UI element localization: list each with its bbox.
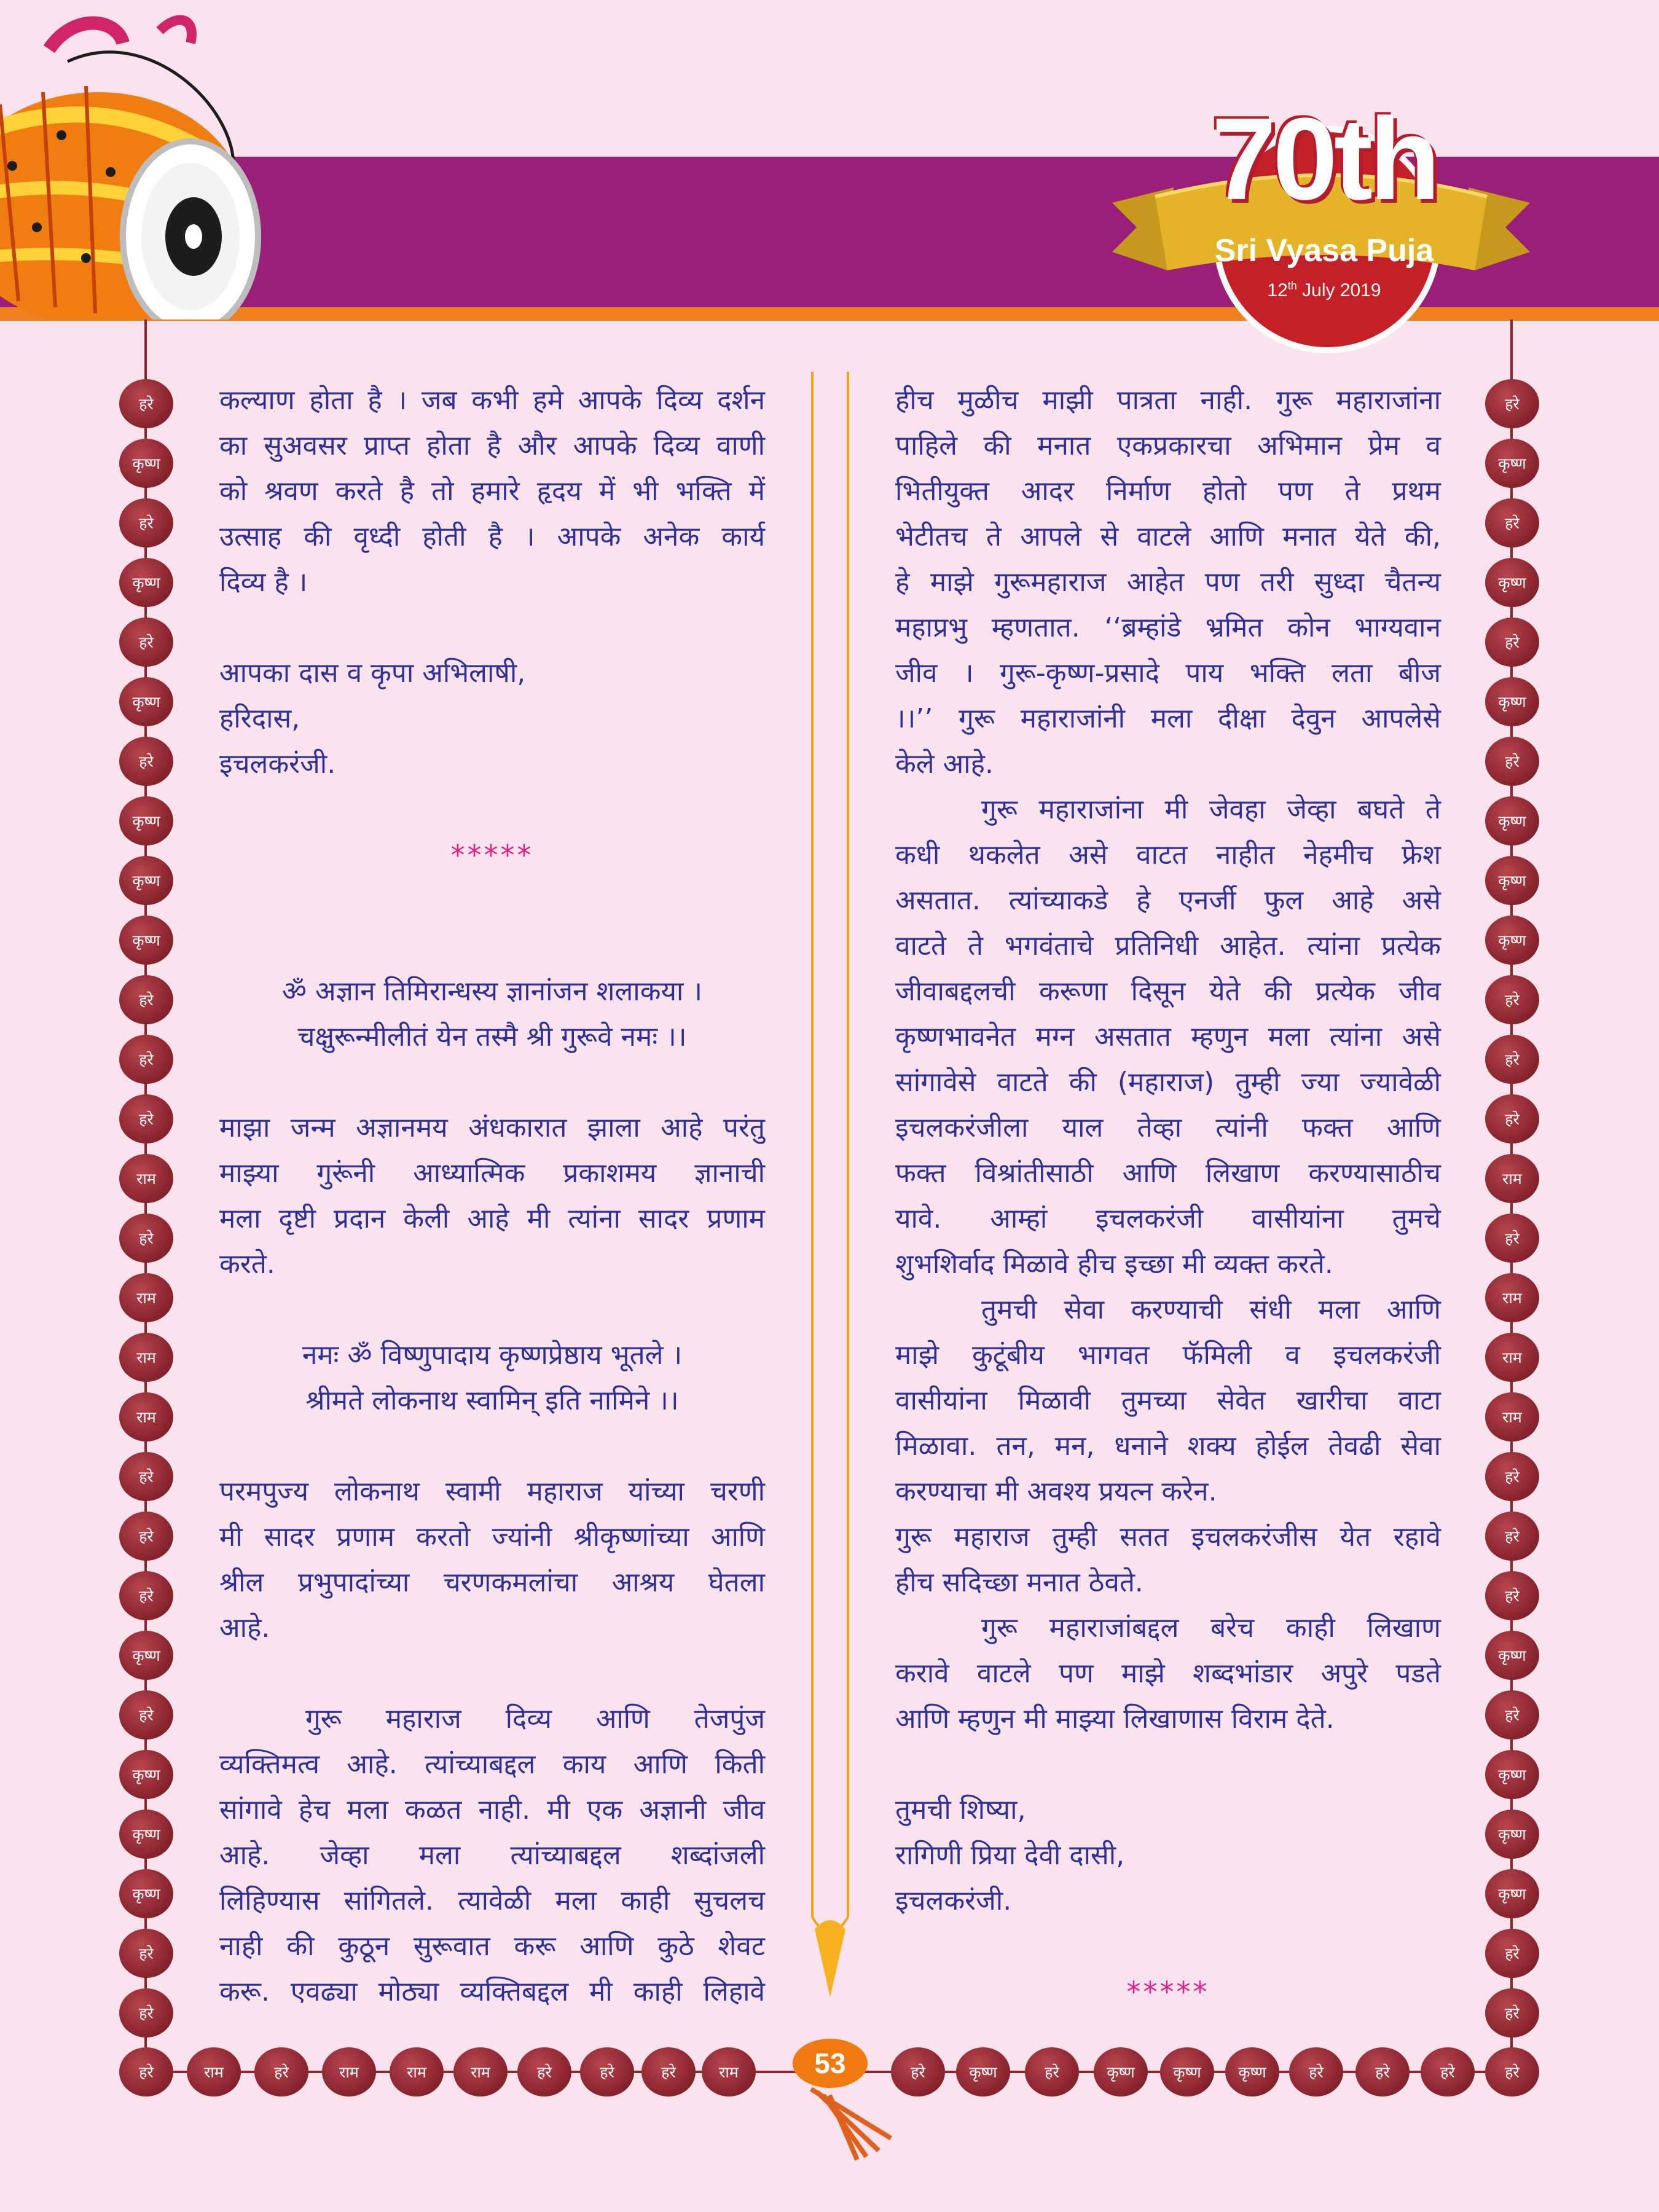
text-line: फक्त विश्रांतीसाठी आणि लिखाण करण्यासाठीच <box>895 1158 1441 1189</box>
bead: राम <box>119 1154 173 1203</box>
bead: हरे <box>580 2047 634 2096</box>
text-line: करण्याचा मी अवश्य प्रयत्न करेन. <box>895 1476 1217 1507</box>
right-paragraph-4 <box>895 1515 1441 1606</box>
bead: हरे <box>891 2047 945 2096</box>
text-line: मी सादर प्रणाम करतो ज्यांनी श्रीकृष्णांच्या आणि <box>219 1521 765 1553</box>
text-line: करावे वाटले पण माझे शब्दभांडार अपुरे पडते <box>895 1658 1441 1689</box>
text-line: आहे. जेव्हा मला त्यांच्याबद्दल शब्दांजली <box>219 1840 765 1871</box>
bead: राम <box>322 2047 376 2096</box>
bead: हरे <box>1485 1690 1539 1739</box>
text-line: माझे कुटूंबीय भागवत फॅमिली व इचलकरंजी <box>895 1339 1441 1371</box>
bead: हरे <box>254 2047 308 2096</box>
text-line: केले आहे. <box>895 748 994 780</box>
bead: हरे <box>1485 498 1539 547</box>
bead: हरे <box>1485 1094 1539 1143</box>
bead: कृष्ण <box>119 1631 173 1680</box>
bead: हरे <box>1289 2047 1343 2096</box>
text-line: करते. <box>219 1249 275 1280</box>
left-column <box>219 378 765 2015</box>
text-line: कल्याण होता है । जब कभी हमे आपके दिव्य दर्शन <box>219 385 765 416</box>
text-line: का सुअवसर प्राप्त होता है और आपके दिव्य वाणी <box>219 430 765 461</box>
text-line: परमपुज्य लोकनाथ स्वामी महाराज यांच्या चरणी <box>219 1476 765 1507</box>
bead: कृष्ण <box>119 856 173 905</box>
bead: कृष्ण <box>1485 856 1539 905</box>
bead: हरे <box>119 498 173 547</box>
text-line: गुरू महाराज दिव्य आणि तेजपुंज <box>305 1703 765 1735</box>
text-line: ।।’’ गुरू महाराजांनी मला दीक्षा देवुन आपलेसे <box>895 703 1441 734</box>
text-line: महाप्रभु म्हणतात. ‘‘ब्रम्हांडे भ्रमित कोन भाग्यवान <box>895 612 1441 643</box>
text-line: गुरू महाराजांना मी जेवहा जेव्हा बघते ते <box>981 794 1441 825</box>
text-line: इचलकरंजी. <box>895 1885 1012 1916</box>
right-paragraph-3 <box>895 1287 1441 1515</box>
badge-date: 12th July 2019 <box>1267 280 1381 300</box>
text-line: शुभशिर्वाद मिळावे हीच इच्छा मी व्यक्त करते. <box>895 1249 1333 1280</box>
text-line: गुरू महाराज तुम्ही सतत इचलकरंजीस येत रहावे <box>895 1521 1441 1553</box>
text-line: सांगावे हेच मला कळत नाही. मी एक अज्ञानी जीव <box>219 1794 765 1826</box>
text-line: जीवाबद्दलची करूणा दिसून येते की प्रत्येक जीव <box>895 976 1441 1007</box>
right-paragraph-5 <box>895 1606 1441 1742</box>
bead: हरे <box>1485 1571 1539 1620</box>
right-paragraph-1 <box>895 378 1441 787</box>
bead: हरे <box>119 1214 173 1263</box>
text-line: गुरू महाराजांबद्दल बरेच काही लिखाण <box>981 1612 1441 1644</box>
text-line: वासीयांना मिळावी तुमच्या सेवेत खारीचा वाटा <box>895 1385 1441 1416</box>
bead: राम <box>119 1392 173 1441</box>
text-line: श्रील प्रभुपादांच्या चरणकमलांचा आश्रय घेतला <box>219 1567 765 1598</box>
text-line: सांगावेसे वाटते की (महाराज) तुम्ही ज्या ज्यावेळी <box>895 1067 1441 1098</box>
verse-line: चक्षुरून्मीलीतं येन तस्मै श्री गुरूवे नमः ।। <box>297 1021 687 1053</box>
sanskrit-verse-2 <box>219 1333 765 1424</box>
bead: हरे <box>1355 2047 1410 2096</box>
verse-line: श्रीमते लोकनाथ स्वामिन् इति नामिने ।। <box>305 1385 679 1416</box>
bead: राम <box>1485 1154 1539 1203</box>
bead: राम <box>1485 1333 1539 1382</box>
text-line: रागिणी प्रिया देवी दासी, <box>895 1840 1125 1871</box>
bead: हरे <box>1485 975 1539 1024</box>
bead: हरे <box>119 737 173 786</box>
text-line: आहे. <box>219 1612 270 1644</box>
text-line: हीच सदिच्छा मनात ठेवते. <box>895 1567 1143 1598</box>
bead: हरे <box>1485 1512 1539 1561</box>
left-paragraph-3 <box>219 1469 765 1651</box>
text-line: असतात. त्यांच्याकडे हे एनर्जी फुल आहे असे <box>895 885 1441 916</box>
bead: हरे <box>1485 379 1539 428</box>
bead: कृष्ण <box>1485 796 1539 845</box>
bead: हरे <box>119 1035 173 1084</box>
bead: कृष्ण <box>956 2047 1010 2096</box>
bead: हरे <box>1485 1929 1539 1978</box>
bead: हरे <box>119 1571 173 1620</box>
bead: कृष्ण <box>119 796 173 845</box>
left-paragraph-1 <box>219 378 765 605</box>
left-paragraph-2 <box>219 1105 765 1287</box>
bead: राम <box>1485 1273 1539 1322</box>
bead: हरे <box>119 618 173 667</box>
bead: कृष्ण <box>1485 1810 1539 1859</box>
text-line: लिहिण्यास सांगितले. त्यावेळी मला काही सुचलच <box>219 1885 765 1916</box>
bead: कृष्ण <box>1094 2047 1148 2096</box>
text-line: तुमची शिष्या, <box>895 1794 1026 1826</box>
bead: हरे <box>119 1929 173 1978</box>
verse-line: नमः ॐ विष्णुपादाय कृष्णप्रेष्ठाय भूतले । <box>302 1339 683 1371</box>
right-paragraph-2 <box>895 787 1441 1287</box>
text-line: इचलकरंजी. <box>219 748 336 780</box>
bead: हरे <box>119 2047 173 2096</box>
text-line: व्यक्तिमत्व आहे. त्यांच्याबद्दल काय आणि किती <box>219 1749 765 1780</box>
text-line: माझा जन्म अज्ञानमय अंधकारात झाला आहे परंतु <box>219 1112 765 1143</box>
bead: कृष्ण <box>119 1810 173 1859</box>
page-number: 53 <box>793 2039 868 2088</box>
bead: राम <box>119 1273 173 1322</box>
text-line: कधी थकलेत असे वाटत नाहीत नेहमीच फ्रेश <box>895 839 1441 871</box>
text-line: नाही की कुठून सुरूवात करू आणि कुठे शेवट <box>219 1931 765 1962</box>
bead: राम <box>390 2047 444 2096</box>
bead: राम <box>187 2047 241 2096</box>
bead: हरे <box>1485 2047 1539 2096</box>
bead: राम <box>453 2047 508 2096</box>
bead: हरे <box>119 1094 173 1143</box>
bead: राम <box>702 2047 756 2096</box>
bead: कृष्ण <box>1160 2047 1214 2096</box>
text-line: हरिदास, <box>219 703 300 734</box>
bead: कृष्ण <box>119 558 173 607</box>
text-line: कृष्णभावनेत मग्न असतात म्हणुन मला त्यांना असे <box>895 1021 1441 1053</box>
text-line: जीव । गुरू-कृष्ण-प्रसादे पाय भक्ति लता बीज <box>895 657 1441 689</box>
right-signature <box>895 1787 1441 1924</box>
bead: कृष्ण <box>1485 558 1539 607</box>
text-line: करू. एवढ्या मोठ्या व्यक्तिबद्दल मी काही लिहावे <box>219 1976 765 2007</box>
text-line: वाटते ते भगवंताचे प्रतिनिधी आहेत. त्यांना प्रत्येक <box>895 930 1441 962</box>
bead: हरे <box>119 975 173 1024</box>
bead: हरे <box>1485 1035 1539 1084</box>
bead: हरे <box>1485 737 1539 786</box>
bead: हरे <box>119 1512 173 1561</box>
bead: हरे <box>517 2047 571 2096</box>
text-line: हीच मुळीच माझी पात्रता नाही. गुरू महाराजांना <box>895 385 1441 416</box>
bead: हरे <box>119 1988 173 2037</box>
sanskrit-verse-1 <box>219 969 765 1060</box>
text-line: भेटीतच ते आपले से वाटले आणि मनात येते की, <box>895 521 1441 552</box>
bead: हरे <box>1485 1452 1539 1501</box>
bead: कृष्ण <box>119 439 173 488</box>
bead: कृष्ण <box>119 677 173 726</box>
text-line: पाहिले की मनात एकप्रकारचा अभिमान प्रेम व <box>895 430 1441 461</box>
bead: हरे <box>1485 1214 1539 1263</box>
left-signature-1 <box>219 651 765 787</box>
badge-title: Sri Vyasa Puja <box>1214 233 1434 269</box>
text-line: यावे. आम्हां इचलकरंजी वासीयांना तुमचे <box>895 1203 1441 1234</box>
bead: राम <box>1485 1392 1539 1441</box>
bead: कृष्ण <box>119 916 173 965</box>
bead: हरे <box>119 1690 173 1739</box>
text-line: माझ्या गुरूंनी आध्यात्मिक प्रकाशमय ज्ञानाची <box>219 1158 765 1189</box>
badge-year: 70th <box>1211 94 1437 224</box>
bead: कृष्ण <box>1485 916 1539 965</box>
bead: कृष्ण <box>119 1869 173 1918</box>
bead: हरे <box>641 2047 696 2096</box>
right-column <box>895 378 1441 2015</box>
text-line: उत्साह की वृध्दी होती है । आपके अनेक कार्य <box>219 521 765 552</box>
bead: कृष्ण <box>1485 1869 1539 1918</box>
bead: हरे <box>1485 618 1539 667</box>
text-line: आपका दास व कृपा अभिलाषी, <box>219 657 526 689</box>
text-line: आणि म्हणुन मी माझ्या लिखाणास विराम देते. <box>895 1703 1335 1735</box>
text-line: इचलकरंजीला याल तेव्हा त्यांनी फक्त आणि <box>895 1112 1441 1143</box>
bead: राम <box>119 1333 173 1382</box>
left-paragraph-4 <box>219 1696 765 2015</box>
bead: हरे <box>1421 2047 1475 2096</box>
separator-stars: ***** <box>450 839 534 872</box>
bead: हरे <box>119 379 173 428</box>
bead: कृष्ण <box>1485 677 1539 726</box>
text-line: भितीयुक्त आदर निर्माण होतो पण ते प्रथम <box>895 476 1441 507</box>
separator-stars: ***** <box>1126 1975 1210 2009</box>
bead: कृष्ण <box>1225 2047 1279 2096</box>
text-line: मला दृष्टी प्रदान केली आहे मी त्यांना सादर प्रणाम <box>219 1203 765 1234</box>
bead: हरे <box>119 1452 173 1501</box>
bead: हरे <box>1025 2047 1079 2096</box>
text-line: को श्रवण करते है तो हमारे हृदय में भी भक्ति में <box>219 476 765 507</box>
mridanga-drum-icon <box>0 12 295 320</box>
text-line: हे माझे गुरूमहाराज आहेत पण तरी सुध्दा चैतन्य <box>895 567 1441 598</box>
bead: कृष्ण <box>1485 1631 1539 1680</box>
verse-line: ॐ अज्ञान तिमिरान्धस्य ज्ञानांजन शलाकया । <box>281 976 703 1007</box>
bead: हरे <box>1485 1988 1539 2037</box>
bead: कृष्ण <box>1485 439 1539 488</box>
bead: कृष्ण <box>1485 1750 1539 1799</box>
text-line: तुमची सेवा करण्याची संधी मला आणि <box>981 1294 1441 1325</box>
text-line: दिव्य है । <box>219 567 308 598</box>
text-line: मिळावा. तन, मन, धनाने शक्य होईल तेवढी सेवा <box>895 1430 1441 1462</box>
bead: कृष्ण <box>119 1750 173 1799</box>
